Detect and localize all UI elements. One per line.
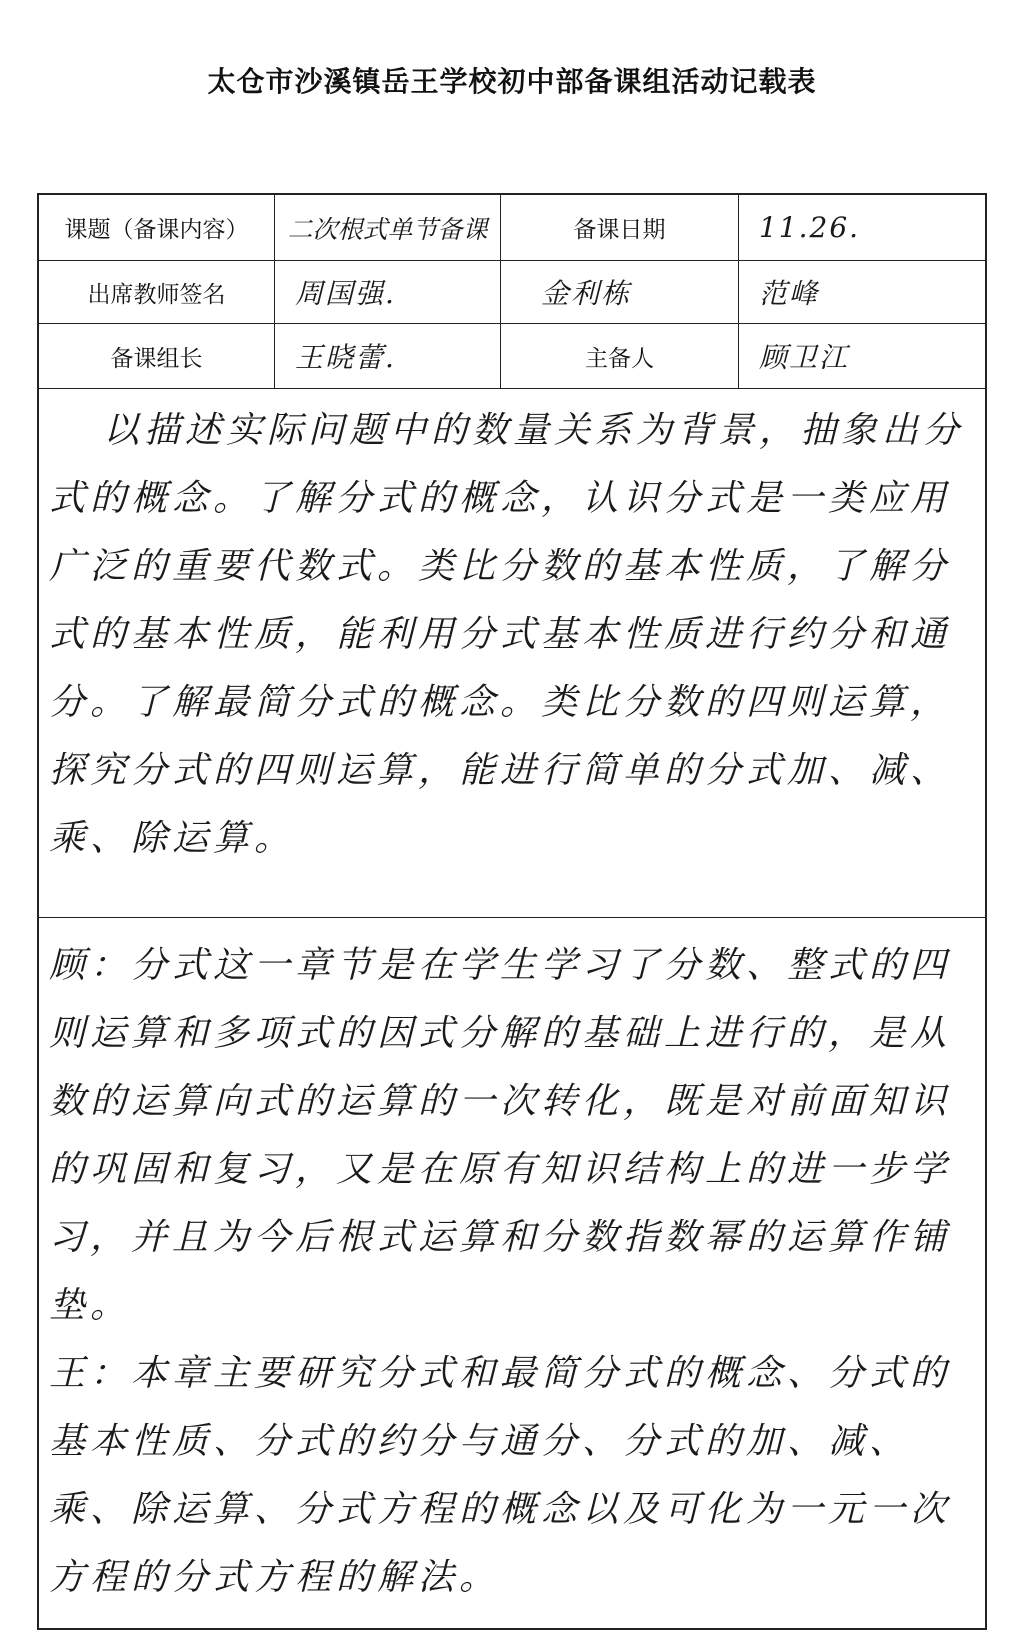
page-title: 太仓市沙溪镇岳王学校初中部备课组活动记载表 bbox=[207, 65, 817, 98]
teaching-goals-body: 以描述实际问题中的数量关系为背景，抽象出分式的概念。了解分式的概念，认识分式是一类应用广泛的重要代数式。类比分数的基本性质，了解分式的基本性质，能利用分式基本性质进行约分和通分。了解最简分式的概念。类比分数的四则运算，探究分式的四则运算，能进行简单的分式加、减、乘、除运算。 bbox=[49, 410, 965, 859]
discussion-paragraph: 王：本章主要研究分式和最简分式的概念、分式的基本性质、分式的约分与通分、分式的加、减、乘、除运算、分式方程的概念以及可化为一元一次方程的分式方程的解法。 bbox=[49, 1353, 952, 1598]
attendee-signature-cell bbox=[275, 261, 501, 323]
topic-value-cell bbox=[275, 195, 501, 260]
topic-label-cell bbox=[39, 195, 275, 260]
presenter-signature: 顾卫江 bbox=[759, 341, 850, 374]
topic-row bbox=[39, 195, 985, 261]
attendee-signature: 范峰 bbox=[759, 277, 820, 310]
leader-signature: 王晓蕾. bbox=[295, 341, 396, 374]
leader-value-cell bbox=[275, 324, 501, 388]
teaching-goals-section bbox=[39, 389, 985, 918]
topic-label: 课题（备课内容） bbox=[64, 217, 249, 243]
discussion-paragraph: 顾：分式这一章节是在学生学习了分数、整式的四则运算和多项式的因式分解的基础上进行的，是从数的运算向式的运算的一次转化，既是对前面知识的巩固和复习，又是在原有知识结构上的进一步学习，并且为今后根式运算和分数指数幂的运算作铺垫。 bbox=[49, 945, 952, 1326]
topic-value: 二次根式单节备课 bbox=[287, 214, 488, 244]
presenter-value-cell bbox=[739, 324, 987, 388]
discussion-section bbox=[39, 918, 985, 1630]
teaching-goals-text bbox=[49, 397, 975, 873]
date-label: 备课日期 bbox=[573, 217, 666, 243]
date-value-cell bbox=[739, 195, 987, 260]
attendee-signature-cell bbox=[739, 261, 987, 323]
leader-label: 备课组长 bbox=[110, 345, 203, 372]
attendees-label: 出席教师签名 bbox=[87, 281, 226, 308]
date-value: 11.26. bbox=[759, 211, 861, 244]
presenter-label-cell bbox=[501, 324, 739, 388]
leader-label-cell bbox=[39, 324, 275, 388]
date-label-cell bbox=[501, 195, 739, 260]
attendees-row bbox=[39, 261, 985, 324]
attendees-label-cell bbox=[39, 261, 275, 323]
attendee-signature-cell bbox=[501, 261, 739, 323]
attendee-signature: 周国强. bbox=[295, 277, 396, 310]
attendee-signature: 金利栋 bbox=[541, 277, 632, 310]
activity-record-table bbox=[37, 193, 987, 1630]
presenter-label: 主备人 bbox=[585, 345, 654, 372]
leader-row bbox=[39, 324, 985, 389]
